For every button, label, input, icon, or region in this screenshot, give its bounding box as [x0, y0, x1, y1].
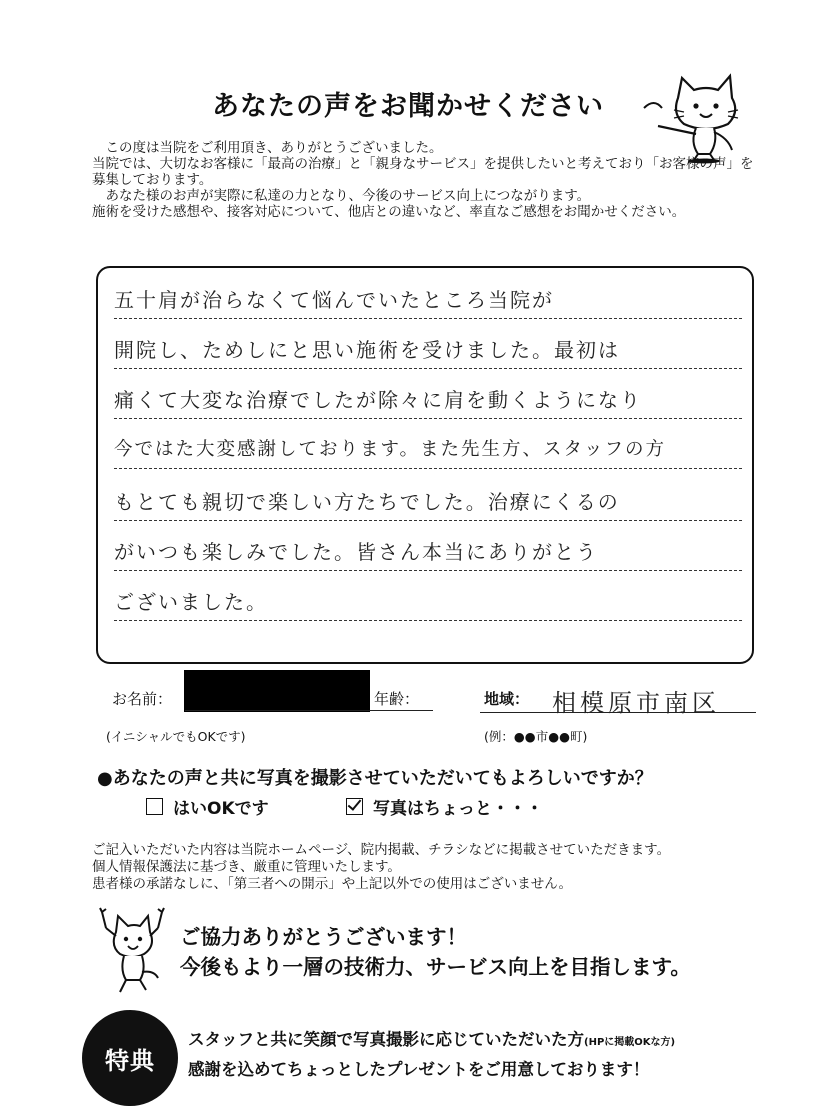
- checkbox-no[interactable]: [346, 798, 363, 815]
- cheering-cat-icon: [98, 906, 166, 998]
- thanks-message: [180, 922, 691, 982]
- benefit-note: (HPに掲載OKな方): [584, 1037, 676, 1048]
- age-label: 年齢：: [374, 690, 420, 708]
- thanks-line-1: ご協力ありがとうございます！: [180, 925, 467, 949]
- privacy-notice: [92, 842, 670, 893]
- page-title: あなたの声をお聞かせください: [212, 91, 604, 122]
- handwritten-line: 五十肩が治らなくて悩んでいたところ当院が: [114, 278, 742, 319]
- option-yes-label: はいOKです: [173, 799, 269, 819]
- intro-line: 当院では、大切なお客様に「最高の治療」と「親身なサービス」を提供したいと考えており「お客様の声」を募集しております。: [92, 156, 754, 188]
- name-label: お名前：: [112, 690, 173, 708]
- handwritten-line: 開院し、ためしにと思い施術を受けました。最初は: [114, 328, 742, 369]
- benefit-line-1: スタッフと共に笑顔で写真撮影に応じていただいた方: [188, 1030, 584, 1049]
- intro-line: この度は当院をご利用頂き、ありがとうございました。: [105, 140, 443, 156]
- intro-line: あなた様のお声が実際に私達の力となり、今後のサービス向上につながります。: [105, 188, 591, 204]
- handwritten-line: もとても親切で楽しい方たちでした。治療にくるの: [114, 480, 742, 521]
- region-field[interactable]: [480, 712, 756, 713]
- handwritten-line: ございました。: [114, 580, 742, 621]
- handwritten-line: 痛くて大変な治療でしたが除々に肩を動くようになり: [114, 378, 742, 419]
- region-hint: (例：●●市●●町): [484, 729, 588, 744]
- option-no[interactable]: [346, 794, 543, 819]
- notice-line: ご記入いただいた内容は当院ホームページ、院内掲載、チラシなどに掲載させていただきます。: [92, 842, 671, 858]
- name-hint: (イニシャルでもOKです): [106, 729, 246, 744]
- notice-line: 患者様の承諾なしに、「第三者への開示」や上記以外での使用はございません。: [92, 876, 573, 892]
- redacted-name: [184, 670, 370, 712]
- benefit-badge: 特典: [82, 1010, 178, 1106]
- option-yes[interactable]: [146, 794, 269, 819]
- intro-line: 施術を受けた感想や、接客対応について、他店との違いなど、率直なご感想をお聞かせください。: [92, 204, 686, 220]
- benefit-line-2: 感謝を込めてちょっとしたプレゼントをご用意しております！: [188, 1060, 650, 1079]
- checkbox-yes[interactable]: [146, 798, 163, 815]
- region-value: 相模原市南区: [552, 689, 720, 717]
- intro-text: [92, 140, 762, 220]
- notice-line: 個人情報保護法に基づき、厳重に管理いたします。: [92, 859, 401, 875]
- comment-box: [96, 266, 754, 664]
- handwritten-line: がいつも楽しみでした。皆さん本当にありがとう: [114, 530, 742, 571]
- option-no-label: 写真はちょっと・・・: [373, 799, 543, 819]
- name-field[interactable]: [185, 710, 433, 711]
- handwritten-line: 今ではた大変感謝しております。また先生方、スタッフの方: [114, 428, 742, 469]
- benefit-text: [188, 1026, 675, 1083]
- photo-question: ●あなたの声と共に写真を撮影させていただいてもよろしいですか？: [97, 768, 653, 789]
- region-label: 地域：: [484, 690, 530, 708]
- thanks-line-2: 今後もより一層の技術力、サービス向上を目指します。: [180, 955, 691, 979]
